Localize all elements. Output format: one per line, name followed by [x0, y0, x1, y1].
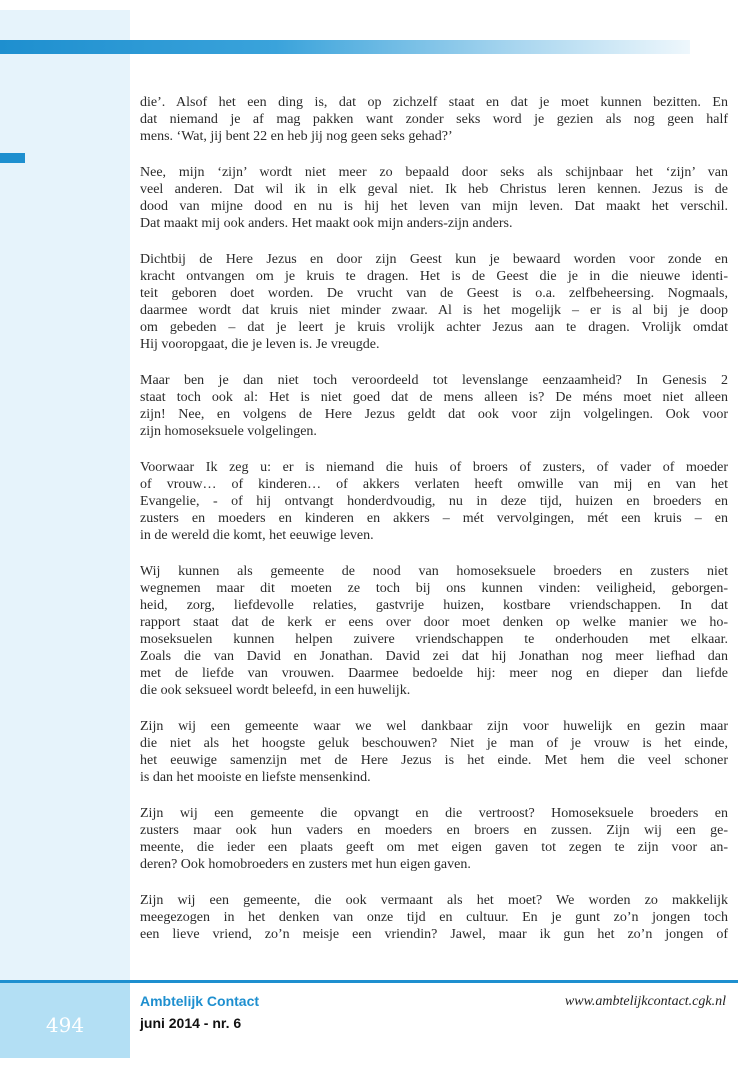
text-line: die ook seksueel wordt beleefd, in een huwelijk.: [140, 683, 411, 698]
text-line: Wij kunnen als gemeente de nood van homoseksuele broeders en zusters niet: [140, 564, 728, 579]
text-line: veel anderen. Dat wil ik in elk geval niet. Ik heb Christus leren kennen. Jezus is de: [140, 182, 728, 197]
article-body: [140, 94, 728, 962]
paragraph: [140, 164, 728, 232]
text-line: is dan het mooiste en liefste mensenkind.: [140, 770, 371, 785]
text-line: teit geboren doet worden. De vrucht van de Geest is o.a. zelfbeheersing. Nogmaals,: [140, 286, 728, 301]
text-line: heid, zorg, liefdevolle relaties, gastvrije huizen, kostbare vriendschappen. In dat: [140, 598, 728, 613]
header-gradient-bar: [0, 40, 690, 54]
text-line: daarmee wordt dat kruis niet minder zwaar. Al is het mogelijk – er is al bij je doop: [140, 303, 728, 318]
text-line: Hij vooropgaat, die je leven is. Je vreugde.: [140, 337, 380, 352]
text-line: Zijn wij een gemeente, die ook vermaant als het moet? We worden zo makkelijk: [140, 893, 728, 908]
text-line: die niet als het hoogste geluk beschouwen? Niet je man of je vrouw is het einde,: [140, 736, 728, 751]
text-line: Dichtbij de Here Jezus en door zijn Geest kun je bewaard worden voor zonde en: [140, 252, 728, 267]
text-line: dood van mijne dood en nu is hij het leven van mijn leven. Dat maakt het verschil.: [140, 199, 728, 214]
page-number: 494: [45, 1013, 85, 1037]
paragraph: [140, 563, 728, 699]
text-line: die’. Alsof het een ding is, dat op zichzelf staat en dat je moet kunnen bezitten. En: [140, 95, 728, 110]
paragraph: [140, 892, 728, 943]
paragraph: [140, 372, 728, 440]
text-line: kracht ontvangen om je kruis te dragen. Het is de Geest die je in die nieuwe identi-: [140, 269, 728, 284]
text-line: een lieve vriend, zo’n meisje een vriendin? Jawel, maar ik gun het zo’n jongen of: [140, 927, 728, 942]
text-line: Zijn wij een gemeente waar we wel dankbaar zijn voor huwelijk en gezin maar: [140, 719, 728, 734]
text-line: meente, die ieder een plaats geeft om met eigen gaven tot zegen te zijn voor an-: [140, 840, 728, 855]
paragraph: [140, 251, 728, 353]
text-line: met de liefde van vrouwen. Daarmee bedoelde hij: meer nog en dieper dan liefde: [140, 666, 728, 681]
section-marker: [0, 153, 25, 163]
text-line: zusters maar ook hun vaders en moeders en broers en zussen. Zijn wij een ge-: [140, 823, 728, 838]
text-line: rapport staat dat de kerk er eens over door moet denken op welke manier we ho-: [140, 615, 728, 630]
text-line: zijn homoseksuele volgelingen.: [140, 424, 317, 439]
text-line: Nee, mijn ‘zijn’ wordt niet meer zo bepaald door seks als schijnbaar het ‘zijn’ van: [140, 165, 728, 180]
paragraph: [140, 459, 728, 544]
text-line: meegezogen in het denken van onze tijd en cultuur. En je gunt zo’n jongen toch: [140, 910, 728, 925]
text-line: zusters en moeders en kinderen en akkers – mét vervolgingen, mét een kruis – en: [140, 511, 728, 526]
text-line: Voorwaar Ik zeg u: er is niemand die huis of broers of zusters, of vader of moeder: [140, 460, 728, 475]
text-line: Zoals die van David en Jonathan. David zei dat hij Jonathan nog meer liefhad dan: [140, 649, 728, 664]
text-line: Maar ben je dan niet toch veroordeeld tot levenslange eenzaamheid? In Genesis 2: [140, 373, 728, 388]
text-line: het eeuwige samenzijn met de Here Jezus is het einde. Met hem die veel schoner: [140, 753, 728, 768]
website-link[interactable]: www.ambtelijkcontact.cgk.nl: [564, 994, 726, 1009]
text-line: om gebeden – dat je leert je kruis vrolijk achter Jezus aan te dragen. Vrolijk omdat: [140, 320, 728, 335]
issue-label: juni 2014 - nr. 6: [140, 1015, 242, 1031]
magazine-title: Ambtelijk Contact: [140, 993, 260, 1009]
text-line: dat niemand je af mag pakken want zonder seks word je gezien als nog geen half: [140, 112, 728, 127]
text-line: wegnemen maar dit moeten ze toch bij ons kunnen vinden: veiligheid, geborgen-: [140, 581, 728, 596]
text-line: Zijn wij een gemeente die opvangt en die vertroost? Homoseksuele broeders en: [140, 806, 728, 821]
text-line: zijn! Nee, en volgens de Here Jezus geldt dat ook voor zijn volgelingen. Ook voor: [140, 407, 728, 422]
text-line: Dat maakt mij ook anders. Het maakt ook mijn anders-zijn anders.: [140, 216, 513, 231]
text-line: deren? Ook homobroeders en zusters met hun eigen gaven.: [140, 857, 471, 872]
text-line: mens. ‘Wat, jij bent 22 en heb jij nog geen seks gehad?’: [140, 129, 453, 144]
text-line: of vrouw… of kinderen… of akkers verlaten heeft omwille van mij en van het: [140, 477, 728, 492]
paragraph: [140, 94, 728, 145]
paragraph: [140, 718, 728, 786]
text-line: in de wereld die komt, het eeuwige leven.: [140, 528, 374, 543]
text-line: moseksuelen kunnen helpen zuivere vriendschappen te onderhouden met elkaar.: [140, 632, 728, 647]
paragraph: [140, 805, 728, 873]
text-line: staat toch ook al: Het is niet goed dat de mens alleen is? De méns moet niet alleen: [140, 390, 728, 405]
text-line: Evangelie, - of hij ontvangt honderdvoudig, nu in deze tijd, huizen en broeders en: [140, 494, 728, 509]
